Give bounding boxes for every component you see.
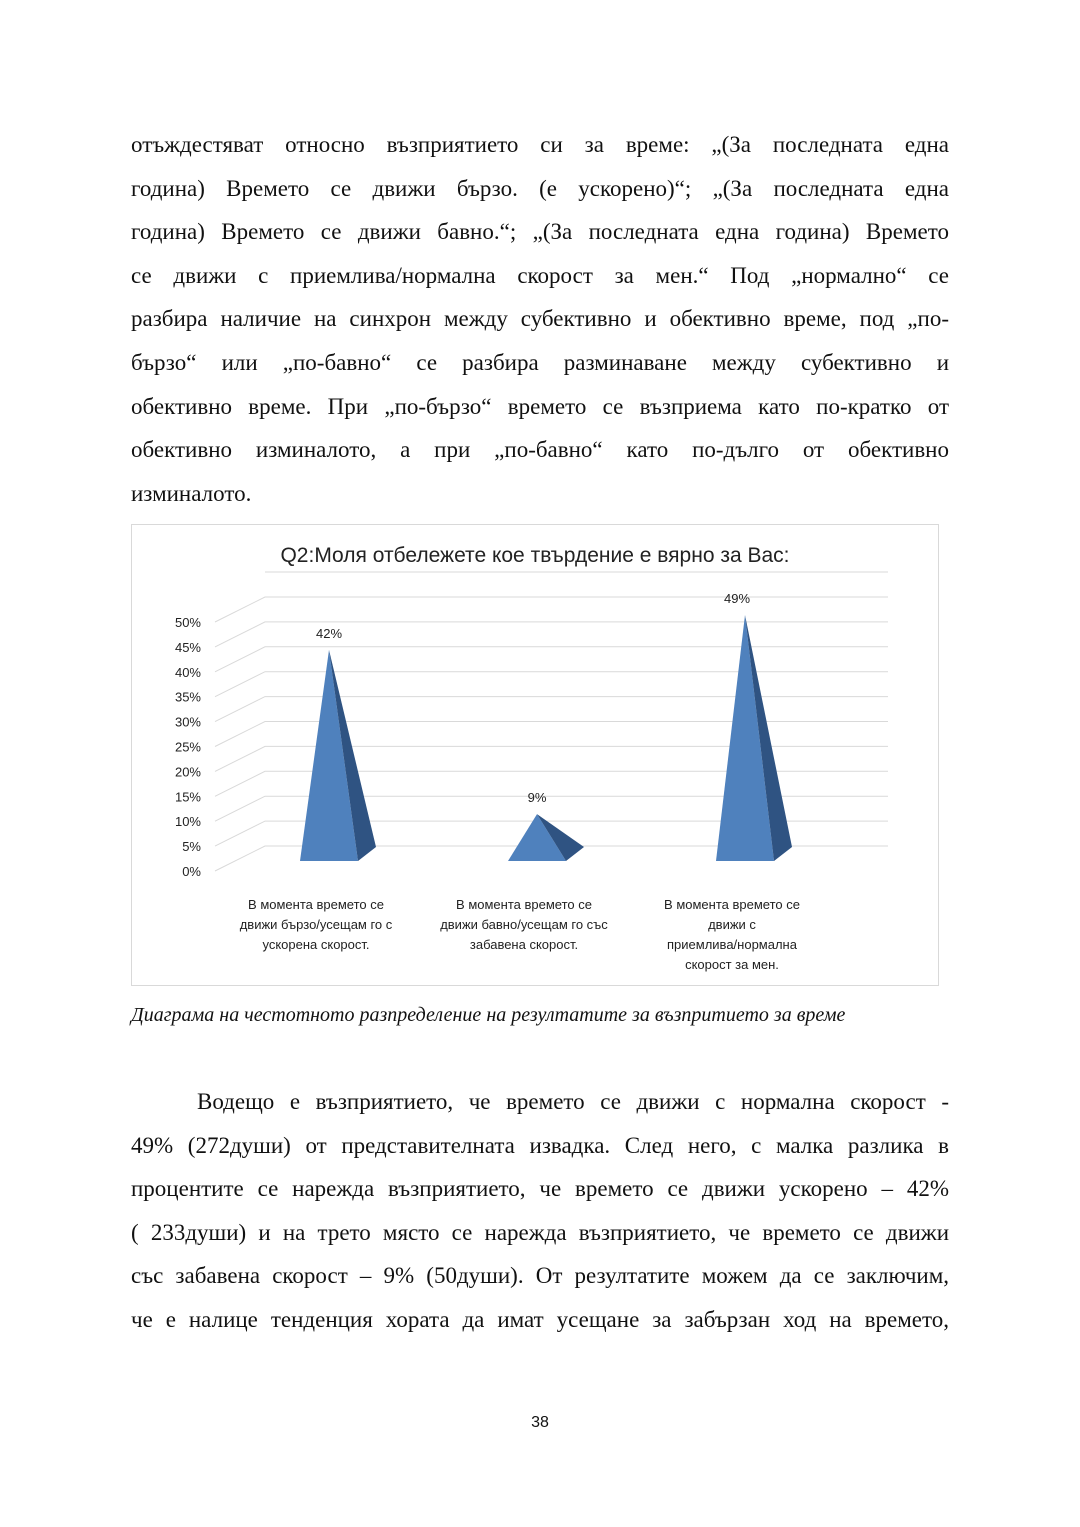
- category-label: движи с: [708, 917, 756, 932]
- gridline: [215, 672, 888, 697]
- y-tick-label: 0%: [182, 864, 201, 879]
- paragraph-line: Водещо е възприятието, че времето се движи с нормална скорост -: [197, 1089, 949, 1114]
- data-label: 42%: [315, 625, 343, 641]
- paragraph-line: се движи с приемлива/нормална скорост за мен.“ Под „нормално“ се: [131, 262, 949, 288]
- category-label: движи бавно/усещам го със: [440, 917, 608, 932]
- y-tick-label: 45%: [174, 639, 201, 655]
- paragraph-line: процентите се нарежда възприятието, че времето се движи ускорено – 42%: [131, 1176, 949, 1202]
- category-label: ускорена скорост.: [262, 937, 370, 952]
- paragraph-line: изминалото.: [131, 480, 252, 506]
- pyramid-chart: [131, 524, 939, 986]
- category-label: движи бързо/усещам го с: [239, 917, 393, 932]
- paragraph-line: обективно изминалото, а при „по-бавно“ като по-дълго от обективно: [131, 437, 949, 463]
- y-tick-label: 20%: [174, 764, 201, 780]
- y-tick-label: 5%: [182, 839, 201, 855]
- gridline: [215, 647, 888, 672]
- y-tick-label: 30%: [174, 714, 201, 730]
- paragraph-line: година) Времето се движи бавно.“; „(За последната една година) Времето: [131, 219, 949, 245]
- data-label: 9%: [527, 790, 547, 806]
- category-label: скорост за мен.: [685, 957, 779, 972]
- gridline: [215, 697, 888, 722]
- category-label: приемлива/нормална: [667, 937, 797, 952]
- paragraph-line: ( 233души) и на трето място се нарежда възприятието, че времето се движи: [131, 1219, 949, 1245]
- paragraph-line: отъждестяват относно възприятието си за време: „(За последната една: [131, 132, 949, 157]
- paragraph-line: разбира наличие на синхрон между субективно и обективно време, под „по-: [131, 306, 949, 332]
- paragraph-line: обективно време. При „по-бързо“ времето се възприема като по-кратко от: [131, 393, 949, 419]
- y-tick-label: 50%: [174, 615, 201, 630]
- paragraph-line: бързо“ или „по-бавно“ се разбира разминаване между субективно и: [131, 349, 949, 375]
- page-number: 38: [531, 1414, 549, 1431]
- y-tick-label: 15%: [174, 789, 201, 805]
- y-tick-label: 25%: [174, 739, 201, 755]
- paragraph-line: 49% (272души) от представителната извадка. След него, с малка разлика в: [131, 1132, 949, 1158]
- category-label: В момента времето се: [456, 897, 592, 912]
- chart-title: Q2:Моля отбележете кое твърдение е вярно за Вас:: [280, 544, 790, 567]
- paragraph-line: година) Времето се движи бързо. (е ускорено)“; „(За последната една: [131, 175, 949, 201]
- gridline: [215, 722, 888, 747]
- paragraph-intro: [131, 123, 949, 515]
- category-label: В момента времето се: [248, 897, 384, 912]
- y-tick-label: 10%: [174, 814, 201, 830]
- figure-caption: Диаграма на честотното разпределение на резултатите за възпритието за време: [131, 1004, 846, 1026]
- paragraph-discussion: [131, 1080, 949, 1342]
- paragraph-line: със забавена скорост – 9% (50души). От резултатите можем да се заключим,: [131, 1263, 949, 1289]
- category-label: забавена скорост.: [469, 937, 579, 952]
- category-label: В момента времето се: [664, 897, 800, 912]
- gridline: [215, 597, 888, 622]
- paragraph-line: че е налице тенденция хората да имат усещане за забързан ход на времето,: [131, 1306, 949, 1332]
- y-tick-label: 40%: [174, 664, 201, 680]
- data-label: 49%: [723, 590, 751, 606]
- y-tick-label: 35%: [174, 689, 201, 705]
